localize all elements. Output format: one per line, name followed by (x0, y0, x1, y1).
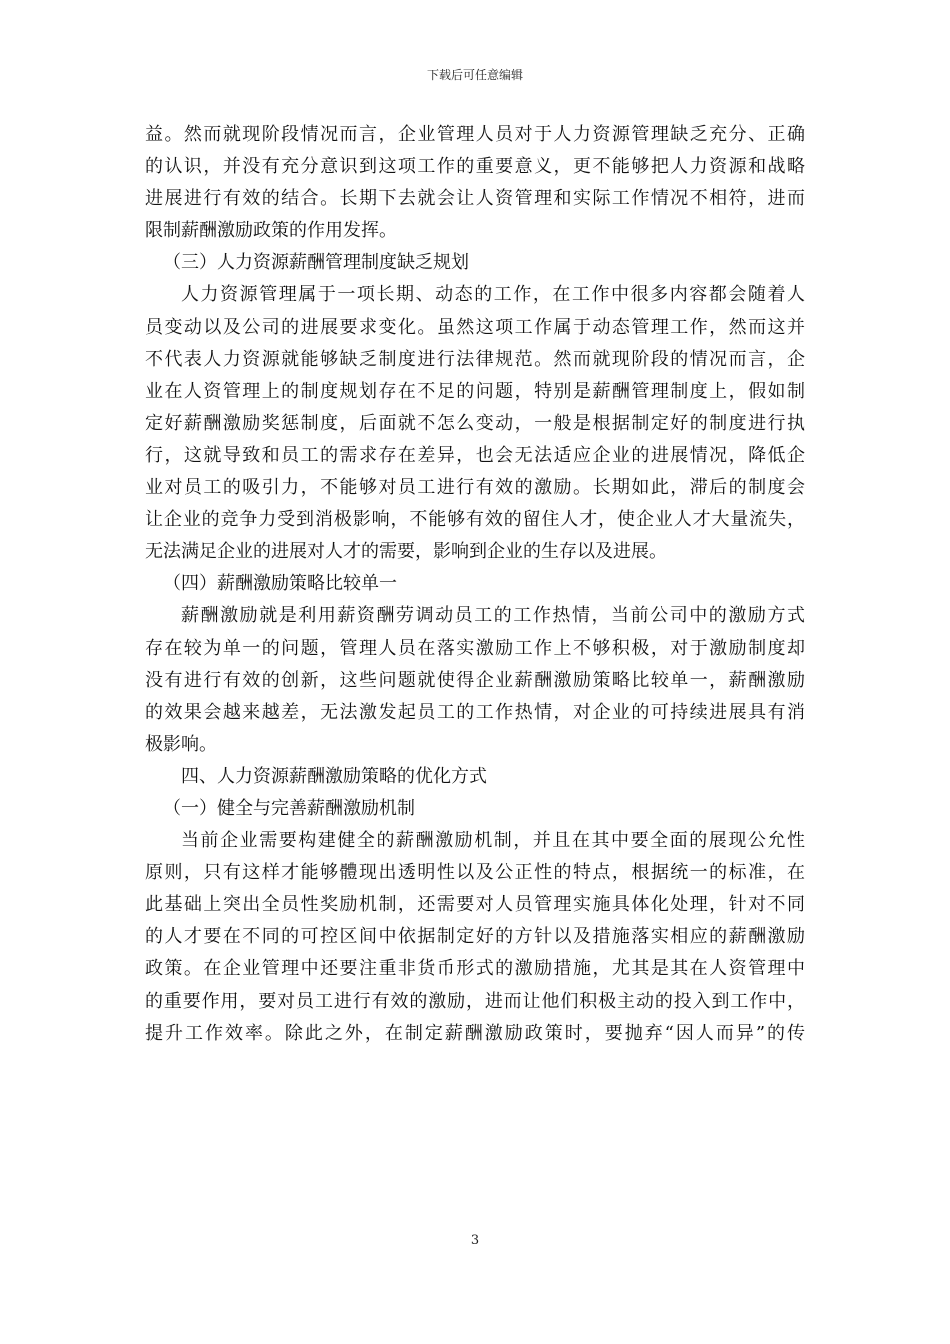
text-line: 存在较为单一的问题，管理人员在落实激励工作上不够积极，对于激励制度却 (145, 637, 805, 659)
text-line: 不代表人力资源就能够缺乏制度进行法律规范。然而就现阶段的情况而言，企 (145, 348, 805, 370)
text-line: 进展进行有效的结合。长期下去就会让人资管理和实际工作情况不相符，进而 (145, 188, 805, 210)
text-line: 让企业的竞争力受到消极影响，不能够有效的留住人才，使企业人才大量流失， (145, 509, 805, 531)
text-line: 益。然而就现阶段情况而言，企业管理人员对于人力资源管理缺乏充分、正确 (145, 124, 805, 145)
text-line: 原则，只有这样才能够體现出透明性以及公正性的特点，根据统一的标准，在 (145, 862, 805, 884)
section-heading: （四）薪酬激励策略比较单一 (163, 573, 397, 595)
text-line: 此基础上突出全员性奖励机制，还需要对人员管理实施具体化处理，针对不同 (145, 894, 805, 916)
document-body (145, 119, 805, 1050)
text-line: 没有进行有效的创新，这些问题就使得企业薪酬激励策略比较单一，薪酬激励 (145, 669, 805, 691)
text-line: 定好薪酬激励奖惩制度，后面就不怎么变动，一般是根据制定好的制度进行执 (145, 412, 805, 434)
text-line: 的效果会越来越差，无法激发起员工的工作热情，对企业的可持续进展具有消 (145, 701, 805, 723)
text-line: 当前企业需要构建健全的薪酬激励机制，并且在其中要全面的展现公允性 (181, 830, 805, 852)
text-line: 的认识，并没有充分意识到这项工作的重要意义，更不能够把人力资源和战略 (145, 156, 805, 178)
text-line: 的人才要在不同的可控区间中依据制定好的方针以及措施落实相应的薪酬激励 (145, 926, 805, 948)
text-line: 政策。在企业管理中还要注重非货币形式的激励措施，尤其是其在人资管理中 (145, 958, 805, 980)
page-header: 下载后可任意编辑 (426, 68, 523, 82)
text-line: 限制薪酬激励政策的作用发挥。 (145, 220, 397, 242)
text-line: 人力资源管理属于一项长期、动态的工作，在工作中很多内容都会随着人 (181, 284, 805, 306)
text-line: 提升工作效率。除此之外，在制定薪酬激励政策时，要抛弃“因人而异”的传 (145, 1022, 805, 1044)
section-heading: （一）健全与完善薪酬激励机制 (163, 797, 415, 819)
text-line: 业对员工的吸引力，不能够对员工进行有效的激励。长期如此，滞后的制度会 (145, 477, 805, 499)
text-line: 业在人资管理上的制度规划存在不足的问题，特别是薪酬管理制度上，假如制 (145, 380, 805, 402)
text-line: 的重要作用，要对员工进行有效的激励，进而让他们积极主动的投入到工作中， (145, 990, 805, 1012)
text-line: 薪酬激励就是利用薪资酬劳调动员工的工作热情，当前公司中的激励方式 (181, 605, 805, 627)
section-heading: （三）人力资源薪酬管理制度缺乏规划 (163, 252, 469, 274)
section-heading: 四、人力资源薪酬激励策略的优化方式 (181, 765, 487, 787)
text-line: 极影响。 (145, 733, 217, 755)
text-line: 无法满足企业的进展对人才的需要，影响到企业的生存以及进展。 (145, 541, 667, 563)
text-line: 员变动以及公司的进展要求变化。虽然这项工作属于动态管理工作，然而这并 (145, 316, 805, 338)
text-line: 行，这就导致和员工的需求存在差异，也会无法适应企业的进展情况，降低企 (145, 444, 805, 466)
page-number: 3 (470, 1233, 480, 1248)
